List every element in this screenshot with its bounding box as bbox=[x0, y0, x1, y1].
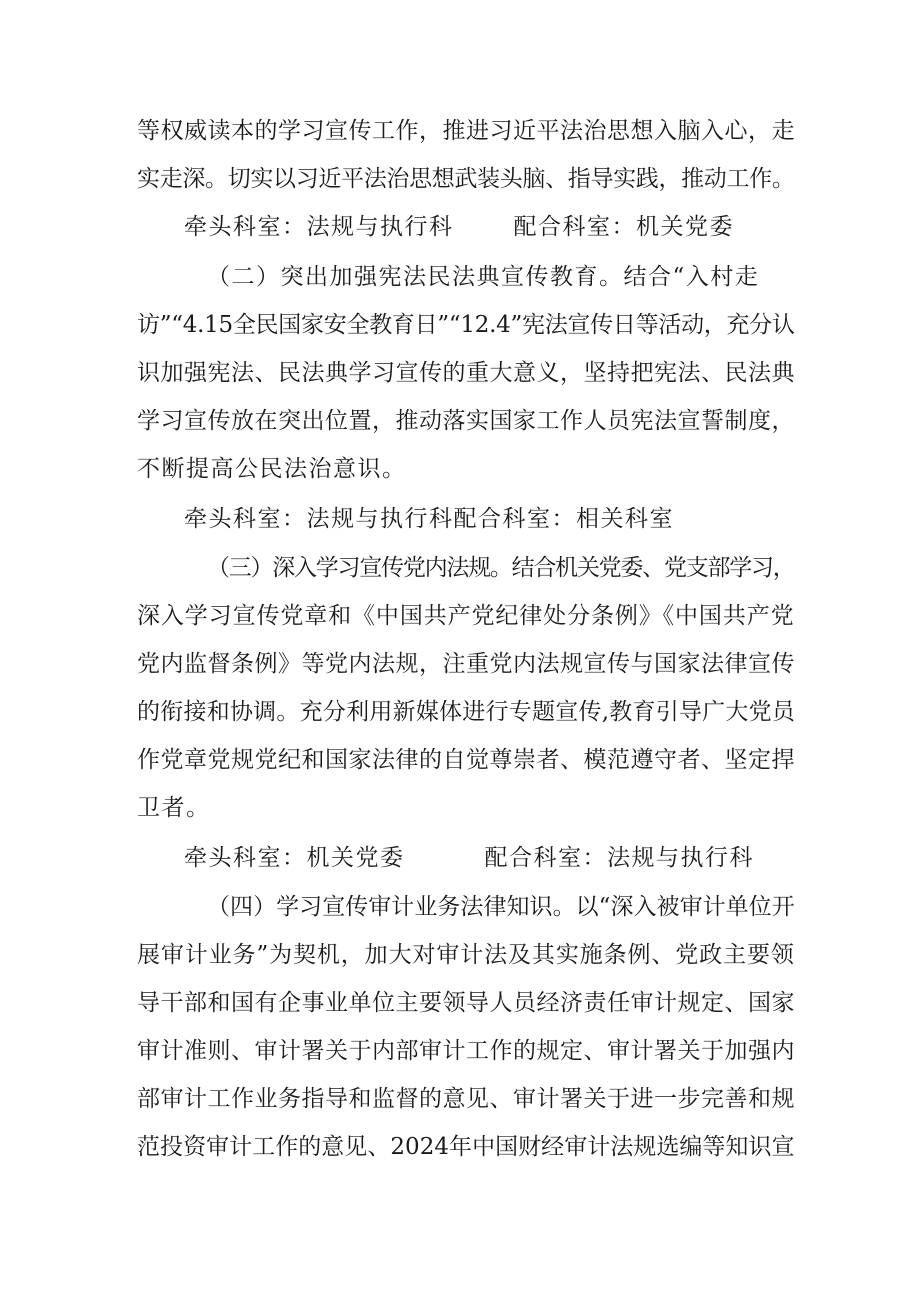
paragraph-line: 学习宣传放在突出位置，推动落实国家工作人员宪法宣誓制度， bbox=[137, 408, 795, 434]
assist-department: 配合科室：法规与执行科 bbox=[484, 845, 754, 871]
paragraph-line: 党内监督条例》等党内法规，注重党内法规宣传与国家法律宣传 bbox=[137, 651, 795, 677]
lead-department: 牵头科室：机关党委 bbox=[184, 845, 405, 871]
paragraph-line: 导干部和国有企事业单位主要领导人员经济责任审计规定、国家 bbox=[137, 990, 795, 1016]
paragraph-line: 部审计工作业务指导和监督的意见、审计署关于进一步完善和规 bbox=[137, 1086, 795, 1112]
paragraph-line: 展审计业务”为契机，加大对审计法及其实施条例、党政主要领 bbox=[137, 942, 795, 968]
section-heading-line: （三）深入学习宣传党内法规。结合机关党委、党支部学习， bbox=[207, 555, 795, 581]
paragraph-line: 范投资审计工作的意见、2024年中国财经审计法规选编等知识宣 bbox=[137, 1134, 795, 1160]
assist-department: 配合科室：机关党委 bbox=[513, 214, 734, 240]
paragraph-line: 识加强宪法、民法典学习宣传的重大意义，坚持把宪法、民法典 bbox=[137, 360, 795, 386]
section-heading-line: （二）突出加强宪法民法典宣传教育。结合“入村走 bbox=[207, 264, 760, 290]
paragraph-line: 的衔接和协调。充分利用新媒体进行专题宣传,教育引导广大党员 bbox=[137, 699, 796, 725]
paragraph-line: 等权威读本的学习宣传工作，推进习近平法治思想入脑入心，走 bbox=[137, 118, 795, 144]
department-line bbox=[184, 212, 734, 242]
lead-department: 牵头科室：法规与执行科 bbox=[184, 214, 454, 240]
paragraph-line: 访”“4.15全民国家安全教育日”“12.4”宪法宣传日等活动，充分认 bbox=[137, 312, 795, 338]
section-heading-line: （四）学习宣传审计业务法律知识。以“深入被审计单位开 bbox=[207, 894, 795, 920]
department-line bbox=[184, 843, 754, 873]
paragraph-line: 深入学习宣传党章和《中国共产党纪律处分条例》《中国共产党 bbox=[137, 603, 795, 629]
paragraph-line: 作党章党规党纪和国家法律的自觉尊崇者、模范遵守者、坚定捍 bbox=[137, 747, 795, 773]
paragraph-line: 不断提高公民法治意识。 bbox=[137, 456, 407, 482]
paragraph-line: 审计准则、审计署关于内部审计工作的规定、审计署关于加强内 bbox=[137, 1038, 795, 1064]
department-line: 牵头科室：法规与执行科配合科室：相关科室 bbox=[184, 506, 674, 532]
paragraph-line: 卫者。 bbox=[137, 795, 211, 821]
paragraph-line: 实走深。切实以习近平法治思想武装头脑、指导实践，推动工作。 bbox=[137, 166, 795, 192]
